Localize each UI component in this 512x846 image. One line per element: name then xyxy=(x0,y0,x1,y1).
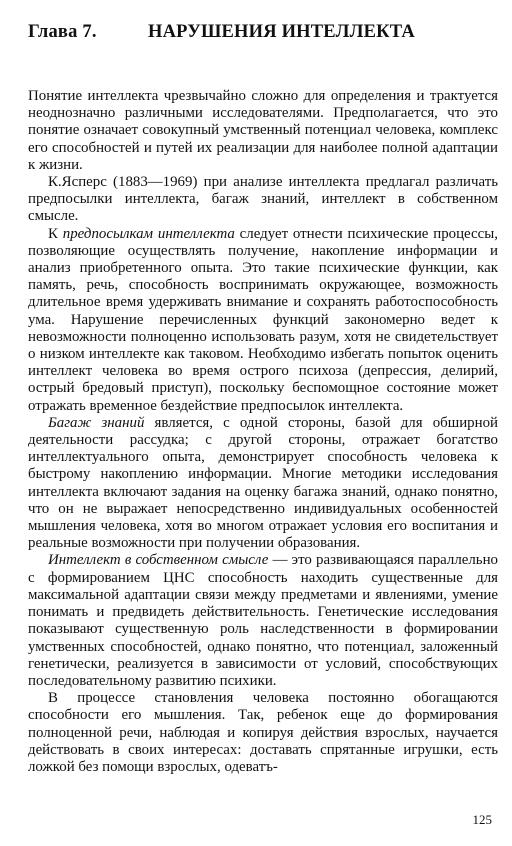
body-text xyxy=(28,88,498,776)
paragraph-jaspers xyxy=(28,174,498,226)
paragraph-text: К.Ясперс (1883—1969) при анализе интеллекта предлагал различать предпосылки интеллекта, багаж знаний, интеллект в собственном смысле. xyxy=(28,174,498,225)
paragraph-text: В процессе становления человека постоянно обогащаются способности его мышления. Так, ребенок еще до формирования полноценной речи, наблюдая и копируя действия взрослых, научается действовать в своих интересах: доставать спрятанные игрушки, есть ложкой без помощи взрослых, одеватъ- xyxy=(28,690,498,775)
paragraph-lead: К xyxy=(48,225,58,242)
term-knowledge: Багаж знаний xyxy=(48,414,145,431)
term-prerequisites: предпосылкам интеллекта xyxy=(62,225,235,242)
paragraph-text: является, с одной стороны, базой для обширной деятельности рассудка; с другой стороны, отражает богатство интеллектуального опыта, демонстрирует способность человека к быстрому накоплению информации. Многие методики исследования интеллекта включают задания на оценку багажа знаний, однако понятно, что он не выражает непосредственно индивидуальных особенностей мышления человека, хотя во многом отражает условия его воспитания и реальные возможности при получении образования. xyxy=(28,414,498,552)
paragraph-text: — это развивающаяся параллельно с формированием ЦНС способность находить существенные для максимальной адаптации связи между предметами и явлениями, умение понимать и предвидеть действительность. Генетические исследования показывают существенную роль наследственности в формировании умственных способностей, однако понятно, что потенциал, заложенный генетически, реализуется в зависимости от условий, способствующих последовательному развитию психики. xyxy=(28,552,499,689)
paragraph-knowledge xyxy=(28,415,498,553)
paragraph-development xyxy=(28,690,498,776)
chapter-title: НАРУШЕНИЯ ИНТЕЛЛЕКТА xyxy=(148,22,415,42)
paragraph-intro xyxy=(28,88,498,174)
paragraph-text: Понятие интеллекта чрезвычайно сложно для определения и трактуется неоднозначно различными исследователями. Предполагается, что это понятие означает совокупный умственный потенциал человека, комплекс его способностей и путей их реализации для наиболее полной адаптации к жизни. xyxy=(28,88,498,173)
paragraph-intellect xyxy=(28,552,498,690)
chapter-heading xyxy=(28,22,498,43)
paragraph-text: следует отнести психические процессы, позволяющие осуществлять получение, накопление информации и анализ приобретенного опыта. Это такие психические функции, как память, речь, способность воспринимать окружающее, возможность длительное время удерживать внимание и сохранять работоспособность ума. Нарушение перечисленных функций закономерно ведет к невозможности полноценно использовать разум, хотя не свидетельствует о низком интеллекте как таковом. Необходимо избегать попыток оценить интеллект человека во время острого психоза (депрессия, делирий, острый бредовый приступ), поскольку беспомощное состояние может отражать временное бездействие предпосылок интеллекта. xyxy=(28,225,498,414)
paragraph-prerequisites xyxy=(28,226,498,415)
chapter-label: Глава 7. xyxy=(28,22,97,42)
term-intellect: Интеллект в собственном смысле xyxy=(48,552,269,569)
page-number: 125 xyxy=(472,812,492,827)
